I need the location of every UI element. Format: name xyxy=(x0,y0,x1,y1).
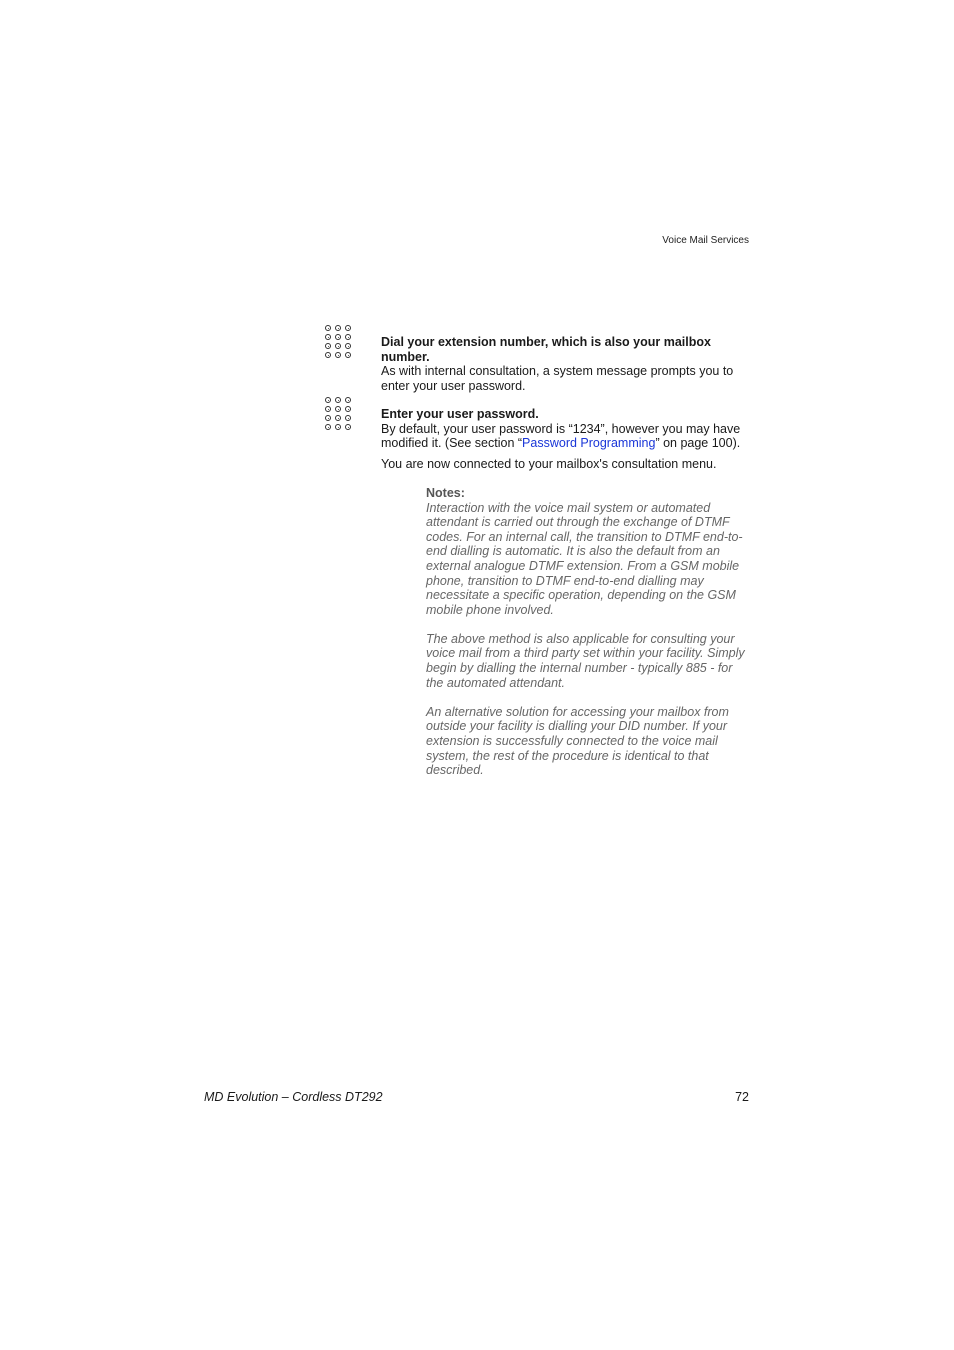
note-paragraph: An alternative solution for accessing your mailbox from outside your facility is dialling your DID number. If your extension is successfully connected to the voice mail system, the rest of the procedure is identical to that described. xyxy=(426,704,729,778)
footer-document-title: MD Evolution – Cordless DT292 xyxy=(204,1090,383,1104)
note-paragraph: Interaction with the voice mail system or automated attendant is carried out through the exchange of DTMF codes. For an internal call, the transition to DTMF end-to-end dialling is automatic. It is also the default from an external analogue DTMF extension. From a GSM mobile phone, transition to DTMF end-to-end dialling may necessitate a specific operation, depending on the GSM mobile phone involved. xyxy=(426,500,743,617)
keypad-icon xyxy=(325,396,353,432)
step-body: As with internal consultation, a system message prompts you to enter your user password. xyxy=(381,364,734,393)
body-text: ” on page 100). xyxy=(655,436,741,451)
notes-title: Notes: xyxy=(426,486,465,500)
step-title: Dial your extension number, which is also your mailbox number. xyxy=(381,335,711,364)
note-paragraph: The above method is also applicable for consulting your voice mail from a third party set within your facility. Simply begin by dialling the internal number - typically 885 - for the automated attendant. xyxy=(426,631,745,690)
step-body xyxy=(381,422,751,451)
step-title: Enter your user password. xyxy=(381,407,539,421)
running-header: Voice Mail Services xyxy=(662,235,749,246)
password-programming-link[interactable]: Password Programming xyxy=(522,436,656,451)
step-dial-extension xyxy=(381,335,751,393)
keypad-icon xyxy=(325,324,353,360)
body-text: By default, your user password is “1234”, however you may have modified it. (See section “ xyxy=(381,421,741,451)
notes-box xyxy=(426,486,751,792)
step-enter-password xyxy=(381,407,751,451)
page-number: 72 xyxy=(735,1090,749,1104)
connected-text: You are now connected to your mailbox's consultation menu. xyxy=(381,457,717,471)
